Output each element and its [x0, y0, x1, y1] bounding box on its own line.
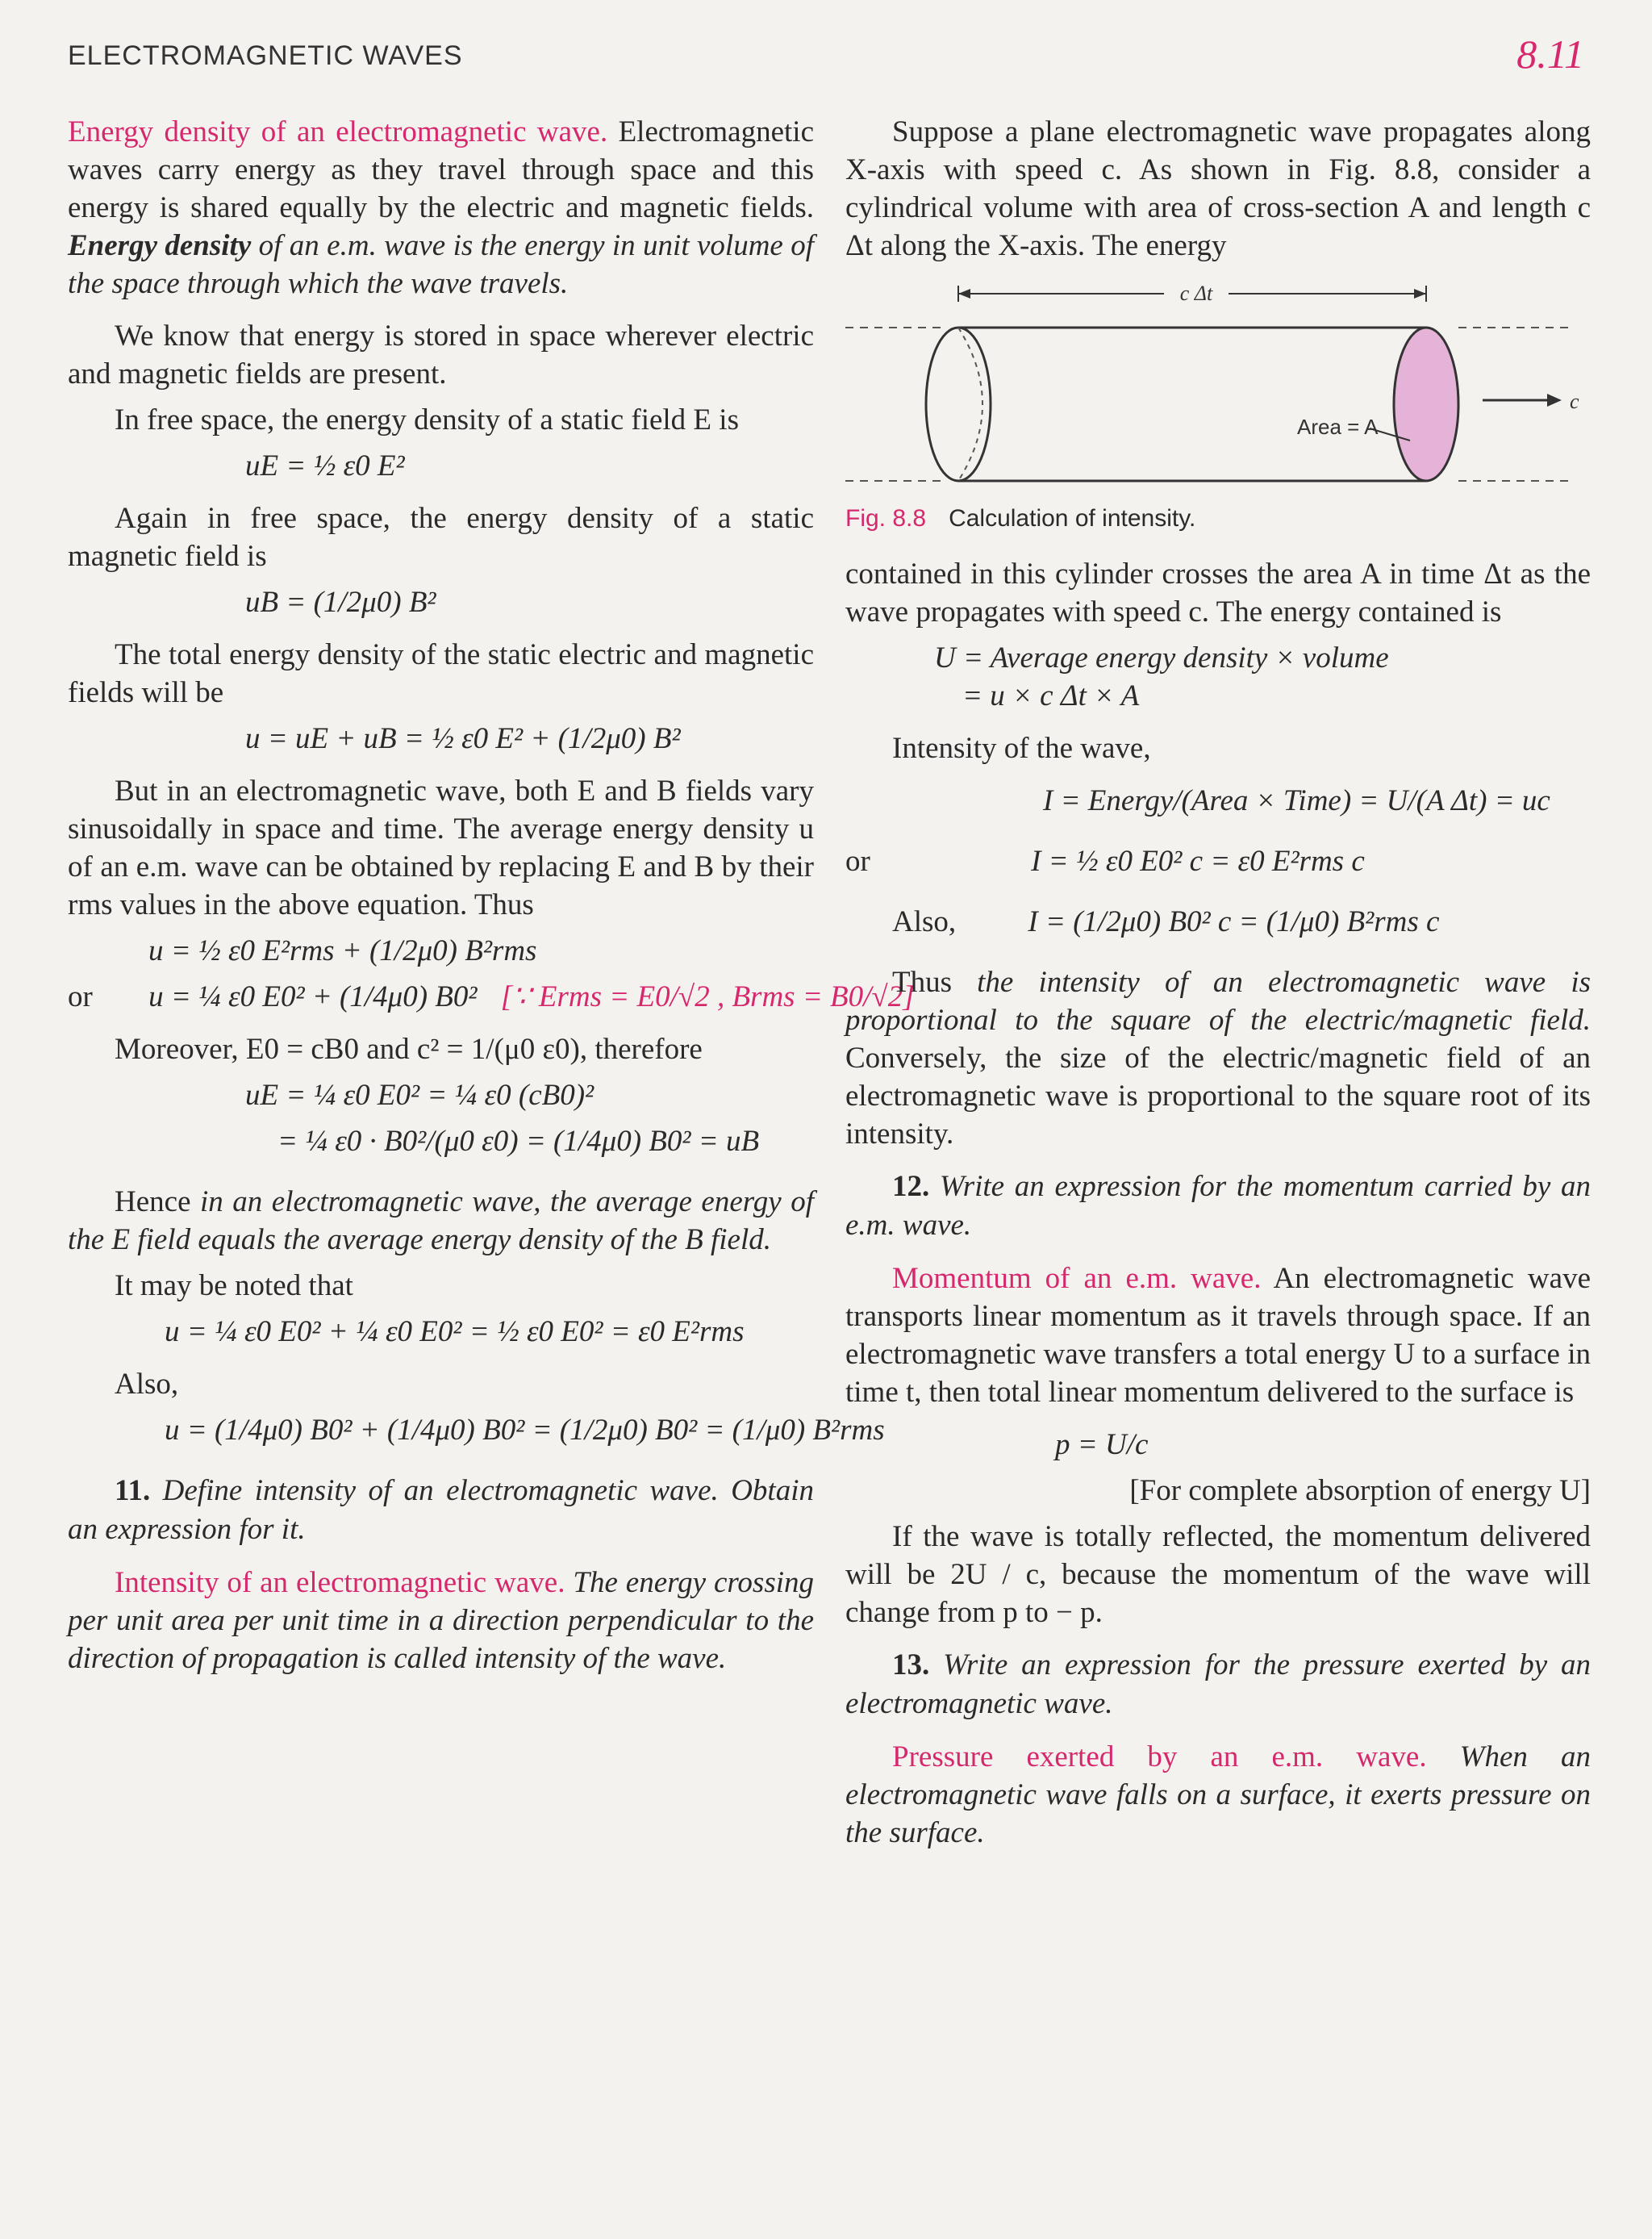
equation-uE-cB: uE = ¼ ε0 E0² = ¼ ε0 (cB0)² [245, 1079, 594, 1112]
paragraph: Also, [115, 1368, 179, 1401]
figure-number: Fig. 8.8 [845, 505, 927, 532]
question-13: 13. Write an expression for the pressure exerted by an electromagnetic wave. [845, 1648, 1591, 1720]
section-title-energy-density: Energy density of an electromagnetic wave. [68, 115, 608, 148]
equation-U-volume: U = Average energy density × volume [934, 641, 1389, 675]
cylinder-length-label: c Δt [1179, 282, 1213, 305]
equation-momentum: p = U/c [1055, 1428, 1149, 1461]
equation-uE: uE = ½ ε0 E² [245, 449, 405, 482]
equation-total-u: u = uE + uB = ½ ε0 E² + (1/2μ0) B² [245, 722, 681, 755]
section-title-momentum: Momentum of an e.m. wave. [892, 1262, 1262, 1295]
paragraph: But in an electromagnetic wave, both E and B fields vary sinusoidally in space and time. The average energy density u of an e.m. wave can be obtained by replacing E and B by their rms values in the above equation. Thus [68, 775, 814, 921]
paragraph-energy-density: Energy density of an electromagnetic wave. Electromagnetic waves carry energy as they travel through space and this energy is shared equally by the electric and magnetic fields. Energy density of an e.m. wave is the energy in unit volume of the space through which the wave travels. [68, 115, 815, 300]
paragraph: In free space, the energy density of a static field E is [115, 403, 739, 437]
rms-note: [∵ Erms = E0/√2 , Brms = B0/√2] [500, 980, 915, 1013]
equation-uB: uB = (1/2μ0) B² [245, 586, 436, 619]
paragraph: Hence in an electromagnetic wave, the average energy of the E field equals the average energy density of the B field. [68, 1185, 814, 1256]
paragraph: The total energy density of the static electric and magnetic fields will be [68, 638, 814, 709]
equation-u-E: u = ¼ ε0 E0² + ¼ ε0 E0² = ½ ε0 E0² = ε0 E²rms [165, 1315, 745, 1348]
paragraph: contained in this cylinder crosses the area A in time Δt as the wave propagates with speed c. The energy contained is [845, 558, 1591, 629]
equation-intensity-B: Also, I = (1/2μ0) B0² c = (1/μ0) B²rms c [892, 905, 1440, 938]
equation-u-rms: u = ½ ε0 E²rms + (1/2μ0) B²rms [148, 934, 537, 967]
equation-u-B: u = (1/4μ0) B0² + (1/4μ0) B0² = (1/2μ0) B0² = (1/μ0) B²rms [165, 1414, 885, 1447]
figure-caption-text: Calculation of intensity. [949, 505, 1196, 532]
paragraph-pressure: Pressure exerted by an e.m. wave. When an electromagnetic wave falls on a surface, it exerts pressure on the surface. [845, 1740, 1592, 1849]
section-title-pressure: Pressure exerted by an e.m. wave. [892, 1740, 1427, 1773]
cylinder-diagram [845, 279, 1591, 497]
equation-u-peak: or u = ¼ ε0 E0² + (1/4μ0) B0² [∵ Erms = E0/√2 , Brms = B0/√2] [68, 980, 915, 1013]
equation-U-product: = u × c Δt × A [962, 679, 1140, 712]
paragraph: If the wave is totally reflected, the momentum delivered will be 2U / c, because the momentum of the wave will change from p to − p. [845, 1520, 1591, 1629]
paragraph: Suppose a plane electromagnetic wave propagates along X-axis with speed c. As shown in Fig. 8.8, consider a cylindrical volume with area of cross-section A and length c Δt along the X-axis. The energy [845, 115, 1591, 262]
speed-label: c [1570, 390, 1579, 413]
question-11: 11. Define intensity of an electromagnetic wave. Obtain an expression for it. [68, 1474, 814, 1546]
right-column [845, 113, 1591, 1852]
area-label: Area = A [1297, 415, 1379, 439]
paragraph: It may be noted that [115, 1269, 353, 1302]
paragraph: Moreover, E0 = cB0 and c² = 1/(μ0 ε0), therefore [115, 1033, 703, 1066]
paragraph-intensity: Intensity of an electromagnetic wave. The energy crossing per unit area per unit time in a direction perpendicular to the direction of propagation is called intensity of the wave. [68, 1566, 815, 1675]
page-number: 8.11 [1516, 31, 1584, 77]
equation-intensity: I = Energy/(Area × Time) = U/(A Δt) = uc [1043, 784, 1550, 817]
paragraph: We know that energy is stored in space wherever electric and magnetic fields are present. [68, 320, 814, 391]
equation-uE-uB: = ¼ ε0 · B0²/(μ0 ε0) = (1/4μ0) B0² = uB [277, 1125, 760, 1158]
absorption-note: [For complete absorption of energy U] [1129, 1474, 1591, 1507]
paragraph: Intensity of the wave, [892, 732, 1151, 765]
section-title-intensity: Intensity of an electromagnetic wave. [115, 1566, 565, 1599]
figure-caption [845, 505, 1591, 533]
equation-intensity-E: or I = ½ ε0 E0² c = ε0 E²rms c [845, 845, 1365, 878]
question-12: 12. Write an expression for the momentum carried by an e.m. wave. [845, 1170, 1591, 1242]
figure-cylinder [845, 279, 1591, 497]
chapter-title: ELECTROMAGNETIC WAVES [68, 40, 463, 71]
paragraph: Again in free space, the energy density of a static magnetic field is [68, 502, 814, 573]
paragraph-momentum: Momentum of an e.m. wave. An electromagnetic wave transports linear momentum as it travels through space. If an electromagnetic wave transfers a total energy U to a surface in time t, then total linear momentum delivered to the surface is [845, 1262, 1592, 1409]
paragraph: Thus the intensity of an electromagnetic wave is proportional to the square of the electric/magnetic field. Conversely, the size of the electric/magnetic field of an electromagnetic wave is proportional to the square root of its intensity. [845, 966, 1591, 1151]
